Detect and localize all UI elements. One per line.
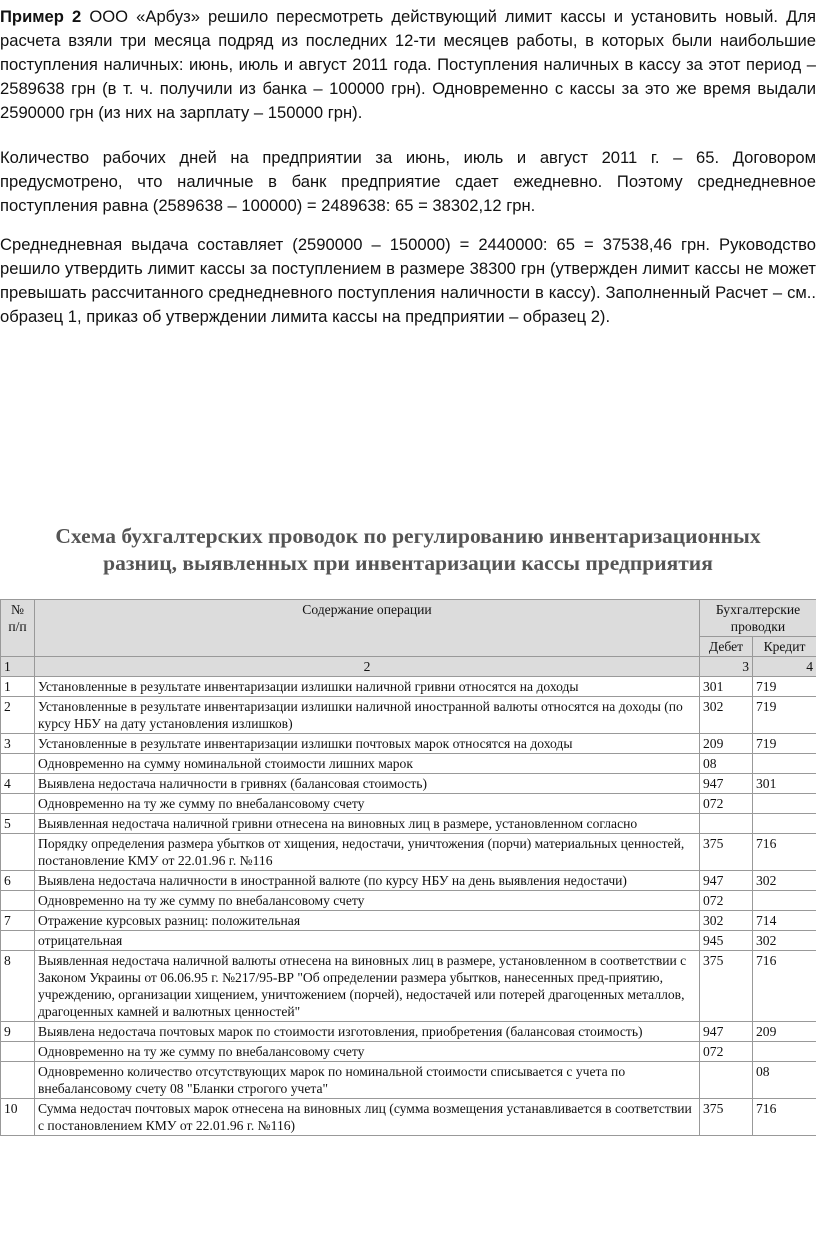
row-number	[1, 794, 35, 814]
accounting-entries-table	[0, 599, 816, 1136]
row-credit: 716	[753, 834, 816, 871]
row-operation: Выявленная недостача наличной гривни отнесена на виновных лиц в размере, установленном согласно	[35, 814, 700, 834]
row-credit	[753, 754, 816, 774]
row-debit: 072	[700, 891, 753, 911]
row-number	[1, 1042, 35, 1062]
row-number: 7	[1, 911, 35, 931]
row-operation: отрицательная	[35, 931, 700, 951]
row-number: 6	[1, 871, 35, 891]
table-title-line-1: Схема бухгалтерских проводок по регулированию инвентаризационных	[55, 524, 761, 548]
row-operation: Одновременно на ту же сумму по внебалансовому счету	[35, 794, 700, 814]
row-credit: 716	[753, 1099, 816, 1136]
header-num: № п/п	[1, 600, 35, 657]
table-row	[1, 677, 816, 697]
row-credit: 08	[753, 1062, 816, 1099]
row-debit: 209	[700, 734, 753, 754]
row-credit	[753, 891, 816, 911]
row-operation: Порядку определения размера убытков от хищения, недостачи, уничтожения (порчи) материальных ценностей, постановление КМУ от 22.01.96 г. №116	[35, 834, 700, 871]
row-debit: 375	[700, 951, 753, 1022]
header-credit: Кредит	[753, 637, 816, 657]
row-debit	[700, 1062, 753, 1099]
header-row	[1, 600, 816, 637]
row-operation: Установленные в результате инвентаризации излишки наличной иностранной валюты относятся на доходы (по курсу НБУ на дату установления излишков)	[35, 697, 700, 734]
row-number: 1	[1, 677, 35, 697]
row-debit: 375	[700, 1099, 753, 1136]
row-number	[1, 834, 35, 871]
row-operation: Одновременно количество отсутствующих марок по номинальной стоимости списывается с учета по внебалансовому счету 08 "Бланки строгого учета"	[35, 1062, 700, 1099]
column-numbers-row	[1, 657, 816, 677]
row-debit: 072	[700, 1042, 753, 1062]
col-number-2: 2	[35, 657, 700, 677]
table-row	[1, 754, 816, 774]
row-operation: Выявлена недостача наличности в гривнях (балансовая стоимость)	[35, 774, 700, 794]
table-title	[0, 523, 816, 577]
table-row	[1, 774, 816, 794]
table-row	[1, 911, 816, 931]
row-operation: Одновременно на сумму номинальной стоимости лишних марок	[35, 754, 700, 774]
row-debit: 302	[700, 697, 753, 734]
row-debit: 375	[700, 834, 753, 871]
row-operation: Отражение курсовых разниц: положительная	[35, 911, 700, 931]
row-credit: 716	[753, 951, 816, 1022]
table-row	[1, 1062, 816, 1099]
daily-issue-paragraph: Среднедневная выдача составляет (2590000 – 150000) = 2440000: 65 = 37538,46 грн. Руководство решило утвердить лимит кассы за поступлением в размере 38300 грн (утвержден лимит кассы не может превышать рассчитанного среднедневного поступления наличности в кассу). Заполненный Расчет – см.. образец 1, приказ об утверждении лимита кассы на предприятии – образец 2).	[0, 235, 816, 326]
row-debit: 947	[700, 871, 753, 891]
table-row	[1, 1042, 816, 1062]
row-number	[1, 754, 35, 774]
col-number-1: 1	[1, 657, 35, 677]
row-number: 10	[1, 1099, 35, 1136]
row-number: 9	[1, 1022, 35, 1042]
row-debit: 302	[700, 911, 753, 931]
row-debit: 947	[700, 774, 753, 794]
row-credit	[753, 794, 816, 814]
row-credit: 714	[753, 911, 816, 931]
header-entries: Бухгалтерские проводки	[700, 600, 816, 637]
row-number	[1, 891, 35, 911]
table-row	[1, 951, 816, 1022]
table-row	[1, 814, 816, 834]
row-credit: 719	[753, 697, 816, 734]
table-row	[1, 1099, 816, 1136]
table-row	[1, 931, 816, 951]
row-operation: Сумма недостач почтовых марок отнесена на виновных лиц (сумма возмещения устанавливается в соответствии с постановлением КМУ от 22.01.96 г. №116)	[35, 1099, 700, 1136]
row-debit: 072	[700, 794, 753, 814]
table-row	[1, 891, 816, 911]
row-debit: 947	[700, 1022, 753, 1042]
row-credit: 302	[753, 931, 816, 951]
row-debit: 08	[700, 754, 753, 774]
row-operation: Установленные в результате инвентаризации излишки наличной гривни относятся на доходы	[35, 677, 700, 697]
table-body	[1, 677, 816, 1136]
row-debit	[700, 814, 753, 834]
table-row	[1, 697, 816, 734]
row-credit	[753, 814, 816, 834]
header-debit: Дебет	[700, 637, 753, 657]
row-number: 3	[1, 734, 35, 754]
col-number-4: 4	[753, 657, 816, 677]
row-credit: 302	[753, 871, 816, 891]
row-number: 2	[1, 697, 35, 734]
table-row	[1, 734, 816, 754]
table-row	[1, 834, 816, 871]
example-paragraph	[0, 5, 816, 125]
row-operation: Установленные в результате инвентаризации излишки почтовых марок относятся на доходы	[35, 734, 700, 754]
table-row	[1, 871, 816, 891]
row-operation: Одновременно на ту же сумму по внебалансовому счету	[35, 1042, 700, 1062]
row-number	[1, 1062, 35, 1099]
row-number: 8	[1, 951, 35, 1022]
row-operation: Одновременно на ту же сумму по внебалансовому счету	[35, 891, 700, 911]
header-content: Содержание операции	[35, 600, 700, 657]
row-operation: Выявленная недостача наличной валюты отнесена на виновных лиц в размере, установленном в соответствии с Законом Украины от 06.06.95 г. №217/95-ВР "Об определении размера убытков, нанесенных пред-приятию, учреждению, организации хищением, уничтожением (порчей), недостачей или потерей драгоценных металлов, драгоценных камней и валютных ценностей"	[35, 951, 700, 1022]
row-operation: Выявлена недостача наличности в иностранной валюте (по курсу НБУ на день выявления недостачи)	[35, 871, 700, 891]
row-number	[1, 931, 35, 951]
row-credit: 209	[753, 1022, 816, 1042]
row-credit: 301	[753, 774, 816, 794]
row-credit: 719	[753, 677, 816, 697]
col-number-3: 3	[700, 657, 753, 677]
row-debit: 945	[700, 931, 753, 951]
table-title-line-2: разниц, выявленных при инвентаризации кассы предприятия	[103, 551, 713, 575]
row-credit: 719	[753, 734, 816, 754]
row-number: 5	[1, 814, 35, 834]
row-operation: Выявлена недостача почтовых марок по стоимости изготовления, приобретения (балансовая стоимость)	[35, 1022, 700, 1042]
working-days-paragraph: Количество рабочих дней на предприятии за июнь, июль и август 2011 г. – 65. Договором предусмотрено, что наличные в банк предприятие сдает ежедневно. Поэтому среднедневное поступления равна (2589638 – 100000) = 2489638: 65 = 38302,12 грн.	[0, 148, 816, 215]
row-debit: 301	[700, 677, 753, 697]
table-row	[1, 794, 816, 814]
example-text: ООО «Арбуз» решило пересмотреть действующий лимит кассы и установить новый. Для расчета взяли три месяца подряд из последних 12-ти месяцев работы, в которых были наибольшие поступления наличных: июнь, июль и август 2011 года. Поступления наличных в кассу за этот период – 2589638 грн (в т. ч. получили из банка – 100000 грн). Одновременно с кассы за это же время выдали 2590000 грн (из них на зарплату – 150000 грн).	[0, 7, 816, 122]
row-credit	[753, 1042, 816, 1062]
row-number: 4	[1, 774, 35, 794]
example-label: Пример 2	[0, 7, 82, 26]
table-row	[1, 1022, 816, 1042]
